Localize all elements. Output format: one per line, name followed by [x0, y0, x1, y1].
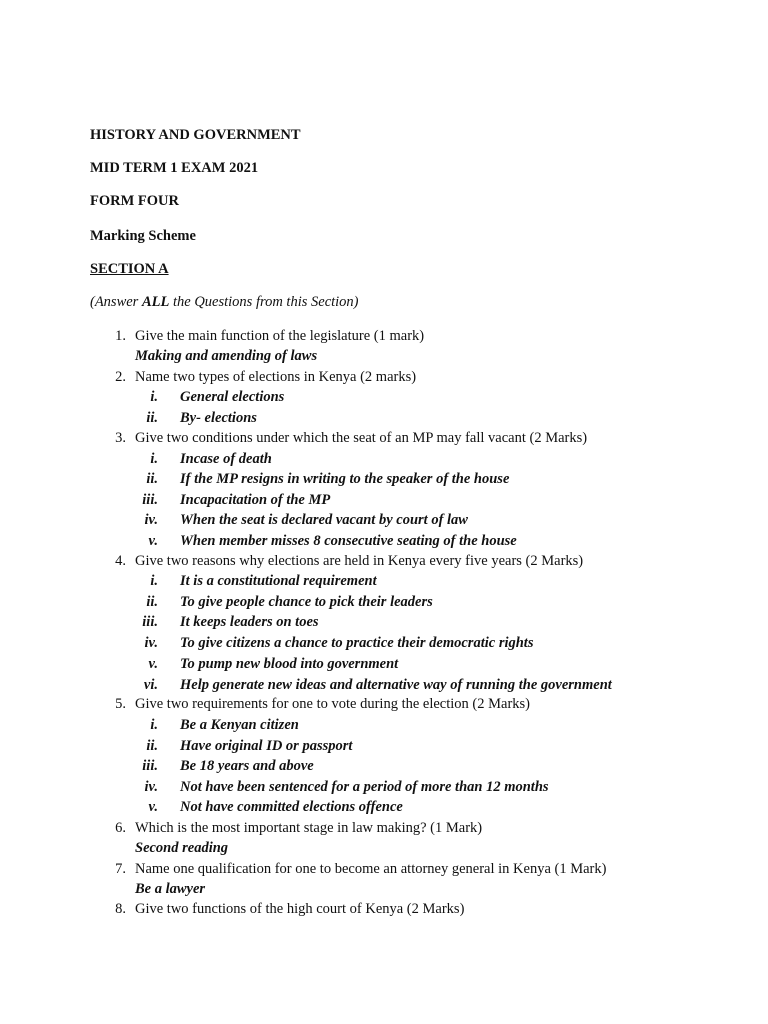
question-number: 8. — [115, 901, 126, 917]
question-number: 6. — [115, 820, 126, 836]
answer-1: Making and amending of laws — [135, 348, 318, 364]
answer-7: Be a lawyer — [135, 881, 206, 897]
question-number: 2. — [115, 369, 126, 385]
exam-page: HISTORY AND GOVERNMENT MID TERM 1 EXAM 2021 FORM FOUR Marking Scheme SECTION A (Answer ALL the Questions from this Section) 1. Give the main function of the legislature (1 mark) Making and amending of laws 2. Name two types of elections in Kenya (2 marks) i. General elections ii. By- elections 3. Give two conditions under which the seat of an MP may fall vacant (2 Marks) i. Incase of death ii. If the MP resigns in writing to the speaker of the house iii. Incapacitation of the MP iv. When the seat is declared vacant by court of law v. When member misses 8 consecutive seating of the house 4. Give two reasons why elections are held in Kenya every five years (2 Marks) i. It is a constitutional requirement ii. To give people chance to pick their leaders iii. It keeps leaders on toes iv. To give citizens a chance to practice their democratic rights v. To pump new blood into government vi. Help generate new ideas and alternative way of running the government 5. Give two requirements for one to vote during the election (2 Marks) i. Be a Kenyan citizen ii. Have original ID or passport iii. Be 18 years and above iv. Not have been sentenced for a period of more than 12 months v. Not have committed elections offence 6. Which is the most important stage in law making? (1 Mark) Second reading 7. Name one qualification for one to become an attorney general in Kenya (1 Mark) Be a lawyer 8. Give two functions of the high court of Kenya (2 Marks) — [90, 127, 612, 917]
subject-title: HISTORY AND GOVERNMENT — [90, 127, 301, 143]
question-text: Name one qualification for one to become an attorney general in Kenya (1 Mark) — [135, 861, 607, 877]
exam-title: MID TERM 1 EXAM 2021 — [90, 160, 259, 176]
question-number: 3. — [115, 430, 126, 446]
question-text: Name two types of elections in Kenya (2 marks) — [135, 369, 417, 385]
question-text: Give two conditions under which the seat of an MP may fall vacant (2 Marks) — [135, 430, 588, 446]
question-text: Give two reasons why elections are held in Kenya every five years (2 Marks) — [135, 553, 584, 569]
question-number: 4. — [115, 553, 126, 569]
question-text: Give the main function of the legislature (1 mark) — [135, 328, 425, 344]
section-instruction: (Answer ALL the Questions from this Section) — [90, 294, 359, 310]
form-title: FORM FOUR — [90, 193, 179, 209]
doc-type-title: Marking Scheme — [90, 228, 196, 244]
question-text: Give two requirements for one to vote during the election (2 Marks) — [135, 696, 531, 712]
question-number: 1. — [115, 328, 126, 344]
question-text: Which is the most important stage in law making? (1 Mark) — [135, 820, 483, 836]
answer-6: Second reading — [135, 840, 229, 856]
question-text: Give two functions of the high court of Kenya (2 Marks) — [135, 901, 465, 917]
question-number: 7. — [115, 861, 126, 877]
question-number: 5. — [115, 696, 126, 712]
section-heading: SECTION A — [90, 261, 169, 277]
